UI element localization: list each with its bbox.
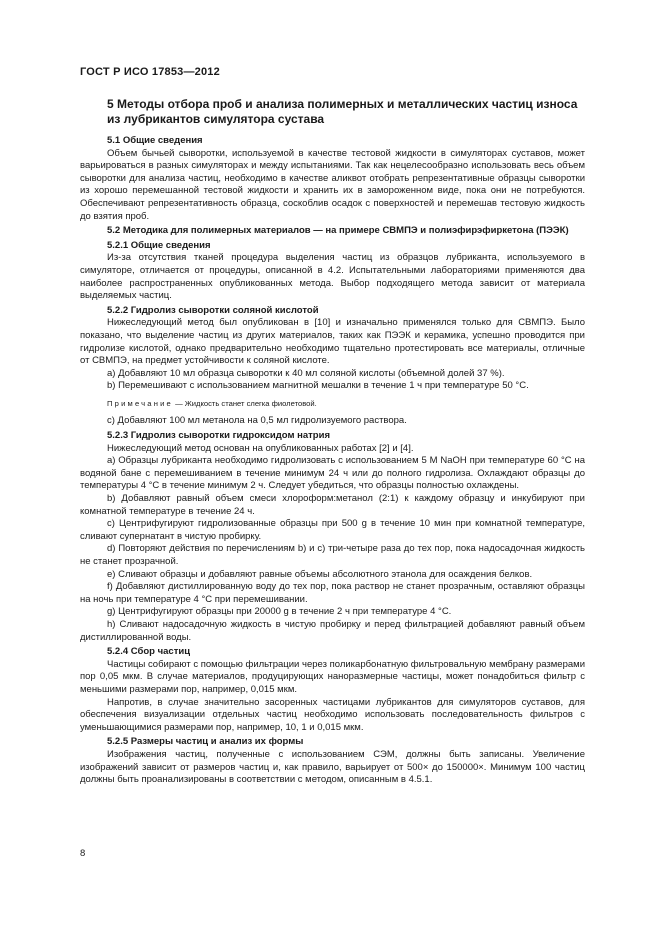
list-item: c) Добавляют 100 мл метанола на 0,5 мл гидролизуемого раствора. xyxy=(107,415,407,427)
list-item: a) Образцы лубриканта необходимо гидролизовать с использованием 5 М NaOH при температуре 60 °С на водяной бане с перемешиванием в течение минимум 24 ч или до полного гидролиза. Охлаждают образцы до температуры 4 °С в течение минимум 2 ч. Следует убедиться, что образцы полностью охлаждены. xyxy=(80,455,585,492)
list-item: g) Центрифугируют образцы при 20000 g в течение 2 ч при температуре 4 °С. xyxy=(107,606,452,618)
page-number: 8 xyxy=(80,848,86,859)
paragraph: Напротив, в случае значительно засоренных частицами лубрикантов для симуляторов суставов, для обеспечения визуализации отдельных частиц необходимо использовать последовательность фильтров с уменьшающимися размерами пор, например, 10, 1 и 0,015 мкм. xyxy=(80,696,585,733)
document-header: ГОСТ Р ИСО 17853—2012 xyxy=(80,66,220,78)
paragraph: Нижеследующий метод основан на опубликованных работах [2] и [4]. xyxy=(107,442,414,454)
note xyxy=(80,398,585,411)
paragraph: Изображения частиц, полученные с использованием СЭМ, должны быть записаны. Увеличение изображений зависит от размеров частиц и, как правило, варьирует от 500× до 150000×. Минимум 100 частиц должны быть проанализированы в соответствии с методом, описанным в 4.5.1. xyxy=(80,748,585,786)
subsection-5-2-title: 5.2 Методика для полимерных материалов — на примере СВМПЭ и полиэфирэфиркетона (ПЭЭК) xyxy=(107,225,569,237)
list-item: f) Добавляют дистиллированную воду до тех пор, пока раствор не станет прозрачным, оставляют образцы на ночь при температуре 4 °С при перемешивании. xyxy=(80,581,585,605)
paragraph: Объем бычьей сыворотки, используемой в качестве тестовой жидкости в симуляторах суставов, может варьироваться в разных симуляторах и между испытаниями. Так как нецелесообразно использовать весь объем сыворотки для анализа частиц, необходимо в качестве аликвот отобрать репрезентативные образцы сыворотки из хорошо перемешанной тестовой жидкости и хранить их в замороженном виде, пока они не потребуются. Обеспечивают репрезентативность образца, соскоблив осадок с поверхностей и перемешав тестовую жидкость до взятия проб. xyxy=(80,147,585,222)
note-label: Примечание xyxy=(107,398,173,408)
section-title: 5 Методы отбора проб и анализа полимерных и металлических частиц износа из лубрикантов симулятора сустава xyxy=(107,97,578,126)
page-content xyxy=(80,97,585,787)
paragraph: Нижеследующий метод был опубликован в [10] и изначально применялся только для СВМПЭ. Было показано, что выделение частиц из других материалов, таких как ПЭЭК и керамика, успешно проводится при гидролизе кислотой, однако предварительно необходимо тщательно протестировать все материалы, отличные от СВМПЭ, на предмет устойчивости к соляной кислоте. xyxy=(80,317,585,367)
list-item: a) Добавляют 10 мл образца сыворотки к 40 мл соляной кислоты (объемной долей 37 %). xyxy=(107,367,505,379)
list-item: h) Сливают надосадочную жидкость в чистую пробирку и перед фильтрацией добавляют равный объем дистиллированной воды. xyxy=(80,618,585,643)
subsection-5-2-3-title: 5.2.3 Гидролиз сыворотки гидроксидом натрия xyxy=(107,430,330,442)
paragraph: Частицы собирают с помощью фильтрации через поликарбонатную фильтровальную мембрану размерами пор 0,05 мкм. В случае материалов, продуцирующих наноразмерные частицы, может понадобиться фильтр с меньшими размерами пор, например, 0,015 мкм. xyxy=(80,658,585,695)
subsection-5-2-2-title: 5.2.2 Гидролиз сыворотки соляной кислотой xyxy=(107,304,319,316)
list-item: b) Перемешивают с использованием магнитной мешалки в течение 1 ч при температуре 50 °С. xyxy=(107,380,529,392)
list-item: d) Повторяют действия по перечислениям b) и c) три-четыре раза до тех пор, пока надосадочная жидкость не станет прозрачной. xyxy=(80,543,585,567)
subsection-5-1-title: 5.1 Общие сведения xyxy=(107,135,203,146)
subsection-5-2-4-title: 5.2.4 Сбор частиц xyxy=(107,646,191,658)
subsection-5-2-5-title: 5.2.5 Размеры частиц и анализ их формы xyxy=(107,736,304,748)
note-text: — Жидкость станет слегка фиолетовой. xyxy=(172,398,317,408)
list-item: b) Добавляют равный объем смеси хлороформ:метанол (2:1) к каждому образцу и инкубируют при комнатной температуре в течение 24 ч. xyxy=(80,493,585,517)
list-item: e) Сливают образцы и добавляют равные объемы абсолютного этанола для осаждения белков. xyxy=(107,568,533,580)
paragraph: Из-за отсутствия тканей процедура выделения частиц из образцов лубриканта, используемого в симуляторе, отличается от процедуры, описанной в 4.2. Испытательными лабораториями применяются два наиболее распространенных опубликованных метода. Выбор подходящего метода зависит от материала выделяемых частиц. xyxy=(80,252,585,302)
subsection-5-2-1-title: 5.2.1 Общие сведения xyxy=(107,239,211,251)
list-item: c) Центрифугируют гидролизованные образцы при 500 g в течение 10 мин при комнатной температуре, сливают супернатант в чистую пробирку. xyxy=(80,518,585,542)
